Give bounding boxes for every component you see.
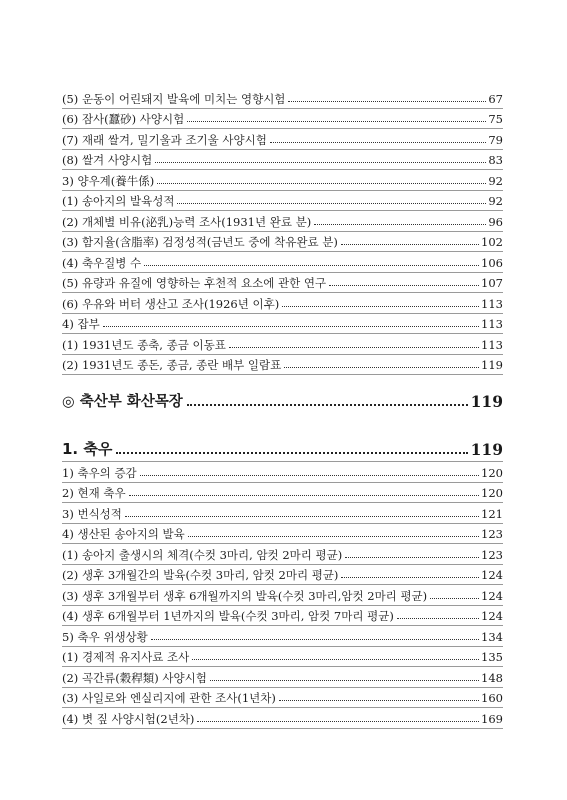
dot-leader <box>341 244 479 245</box>
toc-entry-title: (5) 운동이 어린돼지 발육에 미치는 영향시험 <box>62 91 286 106</box>
toc-entry-page: 79 <box>488 132 503 147</box>
toc-entry-page: 92 <box>488 194 503 208</box>
toc-entry-page: 121 <box>481 506 503 521</box>
toc-entry <box>62 129 503 150</box>
toc-entry <box>62 150 503 171</box>
dot-leader <box>140 475 479 476</box>
toc-entry-title: (5) 유량과 유질에 영향하는 후천적 요소에 관한 연구 <box>62 276 327 290</box>
toc-entry-title: (2) 곡간류(穀稈類) 사양시험 <box>62 670 207 685</box>
toc-entry <box>62 462 503 483</box>
dot-leader <box>210 680 479 681</box>
toc-entry <box>62 170 503 191</box>
toc-entry-page: 134 <box>481 629 503 644</box>
toc-entry-title: (4) 축우질병 수 <box>62 255 142 270</box>
toc-entry-title: 1) 축우의 증감 <box>62 465 137 480</box>
toc-entry-page: 96 <box>488 214 503 229</box>
toc-entry <box>62 109 503 130</box>
toc-entry-page: 67 <box>488 91 503 106</box>
dot-leader <box>430 598 479 599</box>
toc-entry-title: 3) 양우계(養牛係) <box>62 173 155 188</box>
dot-leader <box>329 285 479 286</box>
toc-section-heading <box>62 385 503 411</box>
toc-entry-title: (7) 재래 쌀겨, 밀기울과 조기울 사양시험 <box>62 132 267 147</box>
toc-entry-title: 2) 현재 축우 <box>62 486 126 500</box>
dot-leader <box>155 162 486 163</box>
toc-entry-title: (4) 생후 6개월부터 1년까지의 발육(수컷 3마리, 암컷 7마리 평균) <box>62 609 394 623</box>
toc-entry <box>62 483 503 504</box>
toc-entry-page: 160 <box>481 691 503 705</box>
dot-leader <box>197 721 479 722</box>
dot-leader <box>279 700 479 701</box>
toc-list-bottom <box>62 462 503 729</box>
dot-leader <box>229 347 479 348</box>
toc-entry-page: 124 <box>481 609 503 623</box>
dot-leader <box>188 536 479 537</box>
dot-leader <box>397 618 479 619</box>
toc-entry <box>62 503 503 524</box>
dot-leader <box>288 101 486 102</box>
toc-entry <box>62 688 503 709</box>
dot-leader <box>282 306 479 307</box>
toc-entry <box>62 626 503 647</box>
toc-entry-page: 75 <box>488 112 503 126</box>
chapter-page: 119 <box>470 440 503 459</box>
table-of-contents <box>62 88 503 729</box>
toc-entry-page: 120 <box>481 465 503 480</box>
dot-leader <box>314 224 486 225</box>
dot-leader <box>284 367 479 368</box>
toc-entry-page: 135 <box>481 650 503 664</box>
section-title: ◎ 축산부 화산목장 <box>62 394 183 410</box>
toc-entry <box>62 647 503 668</box>
toc-entry <box>62 355 503 376</box>
toc-entry-page: 148 <box>481 670 503 685</box>
dot-leader <box>157 183 486 184</box>
toc-entry <box>62 334 503 355</box>
toc-entry-title: 3) 번식성적 <box>62 506 122 521</box>
toc-chapter-heading <box>62 433 503 462</box>
dot-leader <box>103 326 479 327</box>
dot-leader <box>144 265 479 266</box>
toc-entry <box>62 211 503 232</box>
toc-entry-page: 124 <box>481 568 503 582</box>
toc-entry <box>62 606 503 627</box>
toc-entry-title: (3) 사일로와 엔실리지에 관한 조사(1년차) <box>62 691 276 705</box>
toc-entry <box>62 191 503 212</box>
toc-entry <box>62 565 503 586</box>
toc-entry-title: (6) 우유와 버터 생산고 조사(1926년 이후) <box>62 296 280 311</box>
dot-leader <box>187 121 486 122</box>
dot-leader <box>341 577 479 578</box>
section-page: 119 <box>470 392 503 411</box>
dot-leader <box>177 203 486 204</box>
toc-entry-title: (2) 생후 3개월간의 발육(수컷 3마리, 암컷 2마리 평균) <box>62 568 339 582</box>
toc-entry-title: (2) 개체별 비유(泌乳)능력 조사(1931년 완료 분) <box>62 214 312 229</box>
dot-leader <box>192 659 479 660</box>
toc-entry <box>62 273 503 294</box>
toc-entry-page: 169 <box>481 711 503 726</box>
dot-leader <box>345 557 479 558</box>
toc-entry-page: 92 <box>488 173 503 188</box>
toc-entry-title: (1) 송아지 출생시의 체격(수컷 3마리, 암컷 2마리 평균) <box>62 547 343 562</box>
toc-entry <box>62 585 503 606</box>
toc-entry-page: 106 <box>481 255 503 270</box>
dot-leader <box>270 142 487 143</box>
toc-entry-page: 113 <box>481 317 503 331</box>
toc-entry-title: (1) 1931년도 종축, 종금 이동표 <box>62 337 226 352</box>
toc-entry-page: 124 <box>481 588 503 603</box>
toc-entry <box>62 252 503 273</box>
chapter-title: 1. 축우 <box>62 440 113 458</box>
dot-leader <box>187 404 468 406</box>
toc-entry <box>62 524 503 545</box>
toc-entry-title: (8) 쌀겨 사양시험 <box>62 153 153 167</box>
toc-entry <box>62 314 503 335</box>
toc-entry <box>62 708 503 729</box>
toc-entry <box>62 232 503 253</box>
toc-entry-page: 123 <box>481 547 503 562</box>
toc-entry-page: 113 <box>481 337 503 352</box>
toc-entry-page: 83 <box>488 153 503 167</box>
toc-entry-title: (4) 볏 짚 사양시험(2년차) <box>62 711 195 726</box>
toc-entry-page: 123 <box>481 527 503 541</box>
toc-entry-page: 113 <box>481 296 503 311</box>
dot-leader <box>125 516 479 517</box>
toc-entry-page: 107 <box>481 276 503 290</box>
toc-entry-title: 5) 축우 위생상황 <box>62 629 148 644</box>
toc-entry <box>62 293 503 314</box>
dot-leader <box>129 495 479 496</box>
toc-entry-page: 102 <box>481 235 503 249</box>
toc-entry-title: (3) 생후 3개월부터 생후 6개월까지의 발육(수컷 3마리,암컷 2마리 평균) <box>62 588 428 603</box>
toc-entry-title: (1) 경제적 유지사료 조사 <box>62 650 190 664</box>
toc-entry-title: 4) 잡부 <box>62 317 100 331</box>
toc-entry-title: (1) 송아지의 발육성적 <box>62 194 175 208</box>
toc-entry <box>62 88 503 109</box>
dot-leader <box>151 639 479 640</box>
toc-entry-title: (3) 함지율(含脂率) 검정성적(금년도 중에 착유완료 분) <box>62 235 338 249</box>
toc-entry-title: (6) 잠사(蠶砂) 사양시험 <box>62 112 185 126</box>
toc-entry-page: 119 <box>481 358 503 372</box>
toc-entry-page: 120 <box>481 486 503 500</box>
toc-list-top <box>62 88 503 375</box>
toc-entry <box>62 667 503 688</box>
toc-entry-title: (2) 1931년도 종돈, 종금, 종란 배부 일람표 <box>62 358 282 372</box>
dot-leader <box>116 452 467 454</box>
toc-entry <box>62 544 503 565</box>
toc-entry-title: 4) 생산된 송아지의 발육 <box>62 527 185 541</box>
